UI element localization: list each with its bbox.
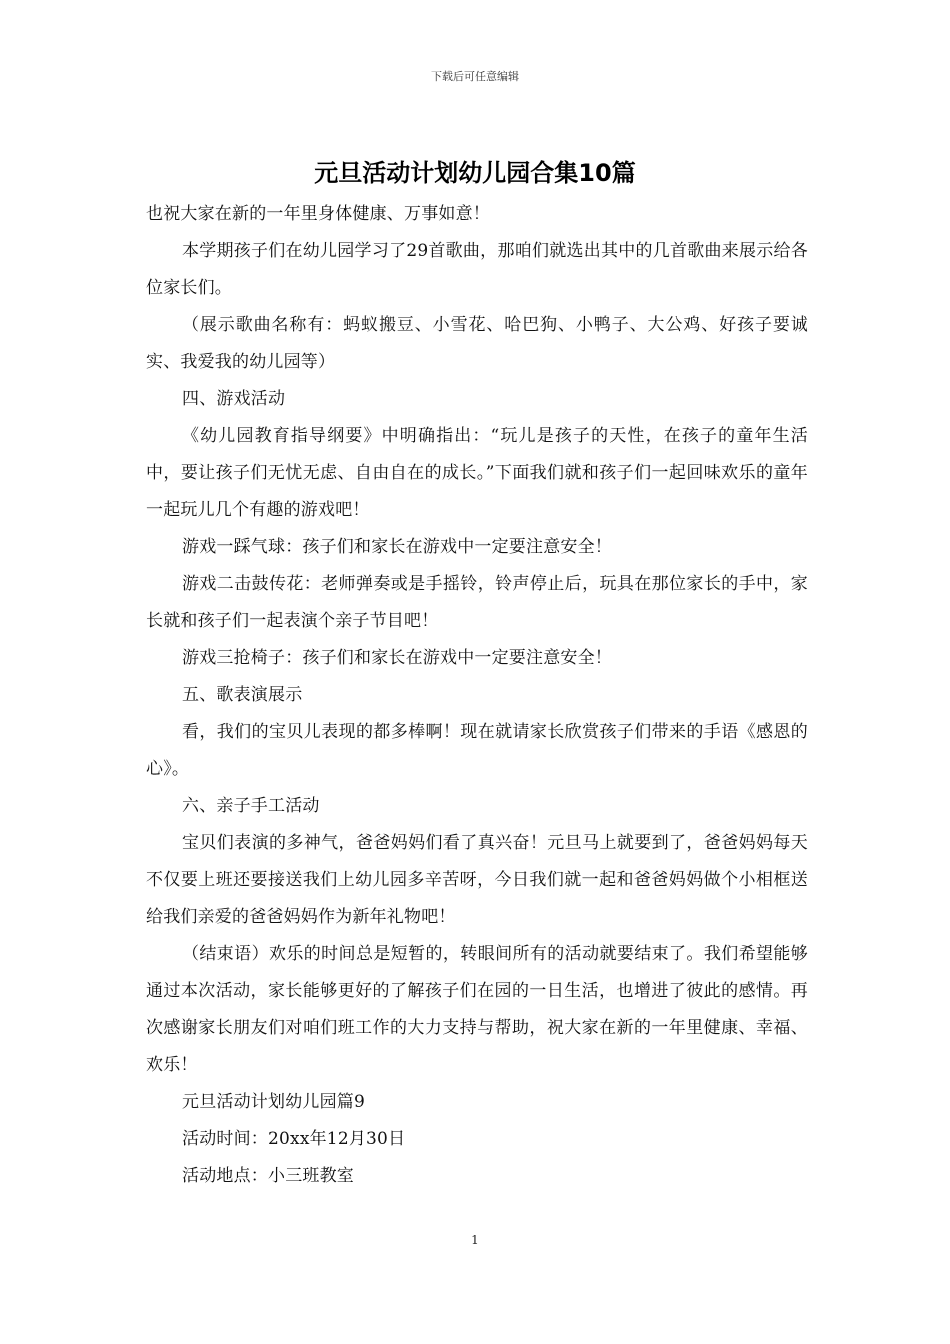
paragraph-activity-time: 活动时间：20xx年12月30日 (182, 1129, 406, 1149)
paragraph-game-three: 游戏三抢椅子：孩子们和家长在游戏中一定要注意安全！ (182, 648, 612, 668)
paragraph-game-one: 游戏一踩气球：孩子们和家长在游戏中一定要注意安全！ (182, 537, 612, 557)
page-number: 1 (471, 1233, 479, 1247)
section-heading-games: 四、游戏活动 (182, 389, 286, 409)
paragraph-closing-wish: 也祝大家在新的一年里身体健康、万事如意！ (146, 204, 490, 224)
paragraph-games-intro: 《幼儿园教育指导纲要》中明确指出：“玩儿是孩子的天性，在孩子的童年生活中，要让孩子们无忧无虑、自由自在的成长。”下面我们就和孩子们一起回味欢乐的童年一起玩儿几个有趣的游戏吧！ (146, 426, 808, 520)
paragraph-game-two: 游戏二击鼓传花：老师弹奏或是手摇铃，铃声停止后，玩具在那位家长的手中，家长就和孩子们一起表演个亲子节目吧！ (146, 574, 808, 631)
paragraph-song-list: （展示歌曲名称有：蚂蚁搬豆、小雪花、哈巴狗、小鸭子、大公鸡、好孩子要诚实、我爱我的幼儿园等） (146, 315, 808, 372)
document-body (146, 196, 808, 1195)
paragraph-handcraft: 宝贝们表演的多神气，爸爸妈妈们看了真兴奋！元旦马上就要到了，爸爸妈妈每天不仅要上班还要接送我们上幼儿园多辛苦呀，今日我们就一起和爸爸妈妈做个小相框送给我们亲爱的爸爸妈妈作为新年礼物吧！ (146, 833, 808, 927)
section-heading-handcraft: 六、亲子手工活动 (182, 796, 320, 816)
paragraph-songs-intro: 本学期孩子们在幼儿园学习了29首歌曲，那咱们就选出其中的几首歌曲来展示给各位家长们。 (146, 241, 808, 298)
paragraph-conclusion: （结束语）欢乐的时间总是短暂的，转眼间所有的活动就要结束了。我们希望能够通过本次活动，家长能够更好的了解孩子们在园的一日生活，也增进了彼此的感情。再次感谢家长朋友们对咱们班工作的大力支持与帮助，祝大家在新的一年里健康、幸福、欢乐！ (146, 944, 808, 1075)
document-title: 元旦活动计划幼儿园合集10篇 (314, 159, 636, 187)
paragraph-sign-language: 看，我们的宝贝儿表现的都多棒啊！现在就请家长欣赏孩子们带来的手语《感恩的心》。 (146, 722, 808, 779)
paragraph-activity-location: 活动地点：小三班教室 (182, 1166, 354, 1186)
section-heading-song-performance: 五、歌表演展示 (182, 685, 303, 705)
page-header-note: 下载后可任意编辑 (431, 70, 519, 83)
subtitle-plan-nine: 元旦活动计划幼儿园篇9 (182, 1092, 366, 1112)
